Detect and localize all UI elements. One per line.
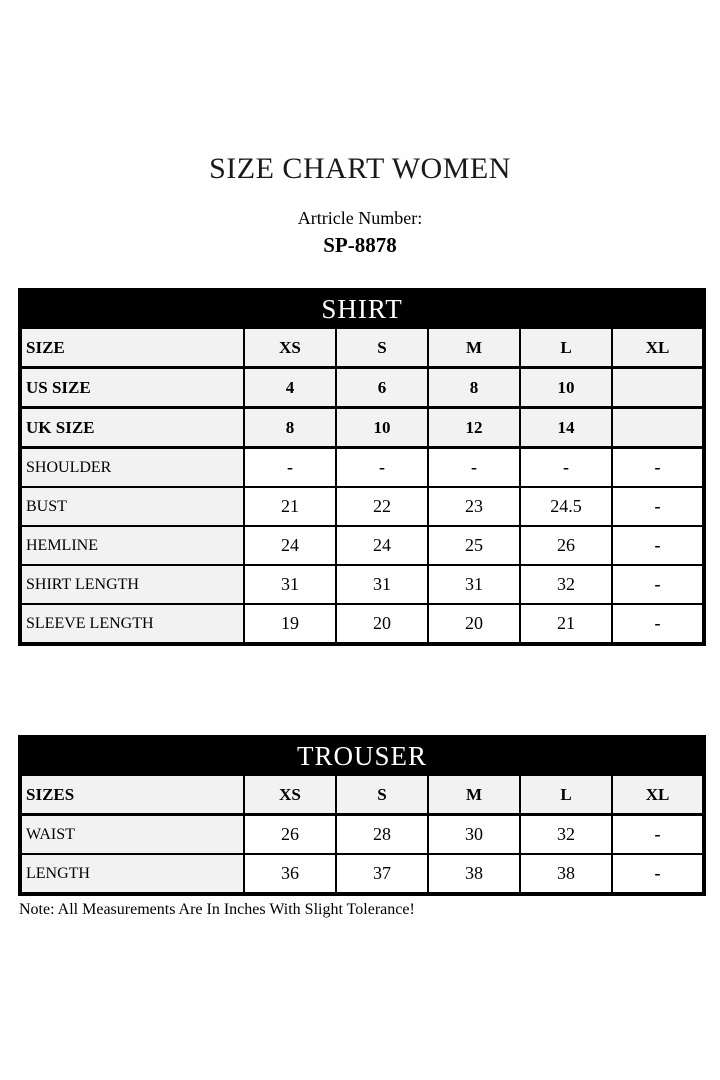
row-label: BUST — [20, 487, 244, 526]
cell-value: 31 — [428, 565, 520, 604]
row-label: UK SIZE — [20, 408, 244, 448]
cell-value — [612, 408, 704, 448]
cell-value: 10 — [336, 408, 428, 448]
cell-value: 8 — [244, 408, 336, 448]
cell-value: XL — [612, 775, 704, 815]
cell-value: - — [612, 815, 704, 855]
measurement-row — [20, 815, 704, 855]
measurement-row — [20, 565, 704, 604]
article-number-label: Artricle Number: — [297, 208, 423, 228]
shirt-size-table — [18, 288, 706, 646]
cell-value: S — [336, 328, 428, 368]
cell-value: 20 — [428, 604, 520, 644]
size-header-row — [20, 408, 704, 448]
cell-value: 4 — [244, 368, 336, 408]
cell-value: 22 — [336, 487, 428, 526]
cell-value: L — [520, 775, 612, 815]
cell-value: L — [520, 328, 612, 368]
measurement-row — [20, 448, 704, 488]
cell-value: 38 — [428, 854, 520, 894]
cell-value: 26 — [520, 526, 612, 565]
row-label: LENGTH — [20, 854, 244, 894]
cell-value: 25 — [428, 526, 520, 565]
cell-value: 23 — [428, 487, 520, 526]
row-label: SHOULDER — [20, 448, 244, 488]
cell-value: - — [612, 604, 704, 644]
cell-value: - — [336, 448, 428, 488]
cell-value: 31 — [336, 565, 428, 604]
measurement-row — [20, 526, 704, 565]
cell-value: S — [336, 775, 428, 815]
shirt-table-title-row — [20, 290, 704, 328]
cell-value: 6 — [336, 368, 428, 408]
cell-value: 31 — [244, 565, 336, 604]
size-header-row — [20, 368, 704, 408]
cell-value: 30 — [428, 815, 520, 855]
trouser-table-body — [20, 775, 704, 894]
size-header-row — [20, 775, 704, 815]
page-title: SIZE CHART WOMEN — [209, 152, 511, 185]
cell-value: 24.5 — [520, 487, 612, 526]
trouser-size-table — [18, 735, 706, 896]
row-label: SHIRT LENGTH — [20, 565, 244, 604]
cell-value: XL — [612, 328, 704, 368]
cell-value: - — [428, 448, 520, 488]
cell-value: 38 — [520, 854, 612, 894]
cell-value — [612, 368, 704, 408]
cell-value: - — [244, 448, 336, 488]
cell-value: 26 — [244, 815, 336, 855]
shirt-table-title: SHIRT — [20, 290, 704, 328]
trouser-table-title: TROUSER — [20, 737, 704, 775]
row-label: SLEEVE LENGTH — [20, 604, 244, 644]
cell-value: 32 — [520, 565, 612, 604]
cell-value: 8 — [428, 368, 520, 408]
cell-value: 21 — [520, 604, 612, 644]
cell-value: 28 — [336, 815, 428, 855]
measurement-row — [20, 487, 704, 526]
size-header-row — [20, 328, 704, 368]
cell-value: - — [612, 854, 704, 894]
cell-value: 37 — [336, 854, 428, 894]
cell-value: - — [612, 448, 704, 488]
measurement-row — [20, 604, 704, 644]
measurement-row — [20, 854, 704, 894]
cell-value: 36 — [244, 854, 336, 894]
cell-value: 12 — [428, 408, 520, 448]
cell-value: XS — [244, 775, 336, 815]
cell-value: - — [520, 448, 612, 488]
cell-value: M — [428, 775, 520, 815]
row-label: WAIST — [20, 815, 244, 855]
row-label: HEMLINE — [20, 526, 244, 565]
cell-value: 24 — [336, 526, 428, 565]
trouser-table-title-row — [20, 737, 704, 775]
row-label: US SIZE — [20, 368, 244, 408]
row-label: SIZES — [20, 775, 244, 815]
shirt-table-body — [20, 328, 704, 644]
measurement-note: Note: All Measurements Are In Inches With Slight Tolerance! — [19, 901, 415, 918]
row-label: SIZE — [20, 328, 244, 368]
cell-value: 14 — [520, 408, 612, 448]
cell-value: 10 — [520, 368, 612, 408]
cell-value: 32 — [520, 815, 612, 855]
cell-value: - — [612, 526, 704, 565]
cell-value: - — [612, 487, 704, 526]
cell-value: 19 — [244, 604, 336, 644]
cell-value: M — [428, 328, 520, 368]
cell-value: 21 — [244, 487, 336, 526]
cell-value: 20 — [336, 604, 428, 644]
cell-value: - — [612, 565, 704, 604]
cell-value: 24 — [244, 526, 336, 565]
cell-value: XS — [244, 328, 336, 368]
article-number-value: SP-8878 — [323, 233, 397, 257]
